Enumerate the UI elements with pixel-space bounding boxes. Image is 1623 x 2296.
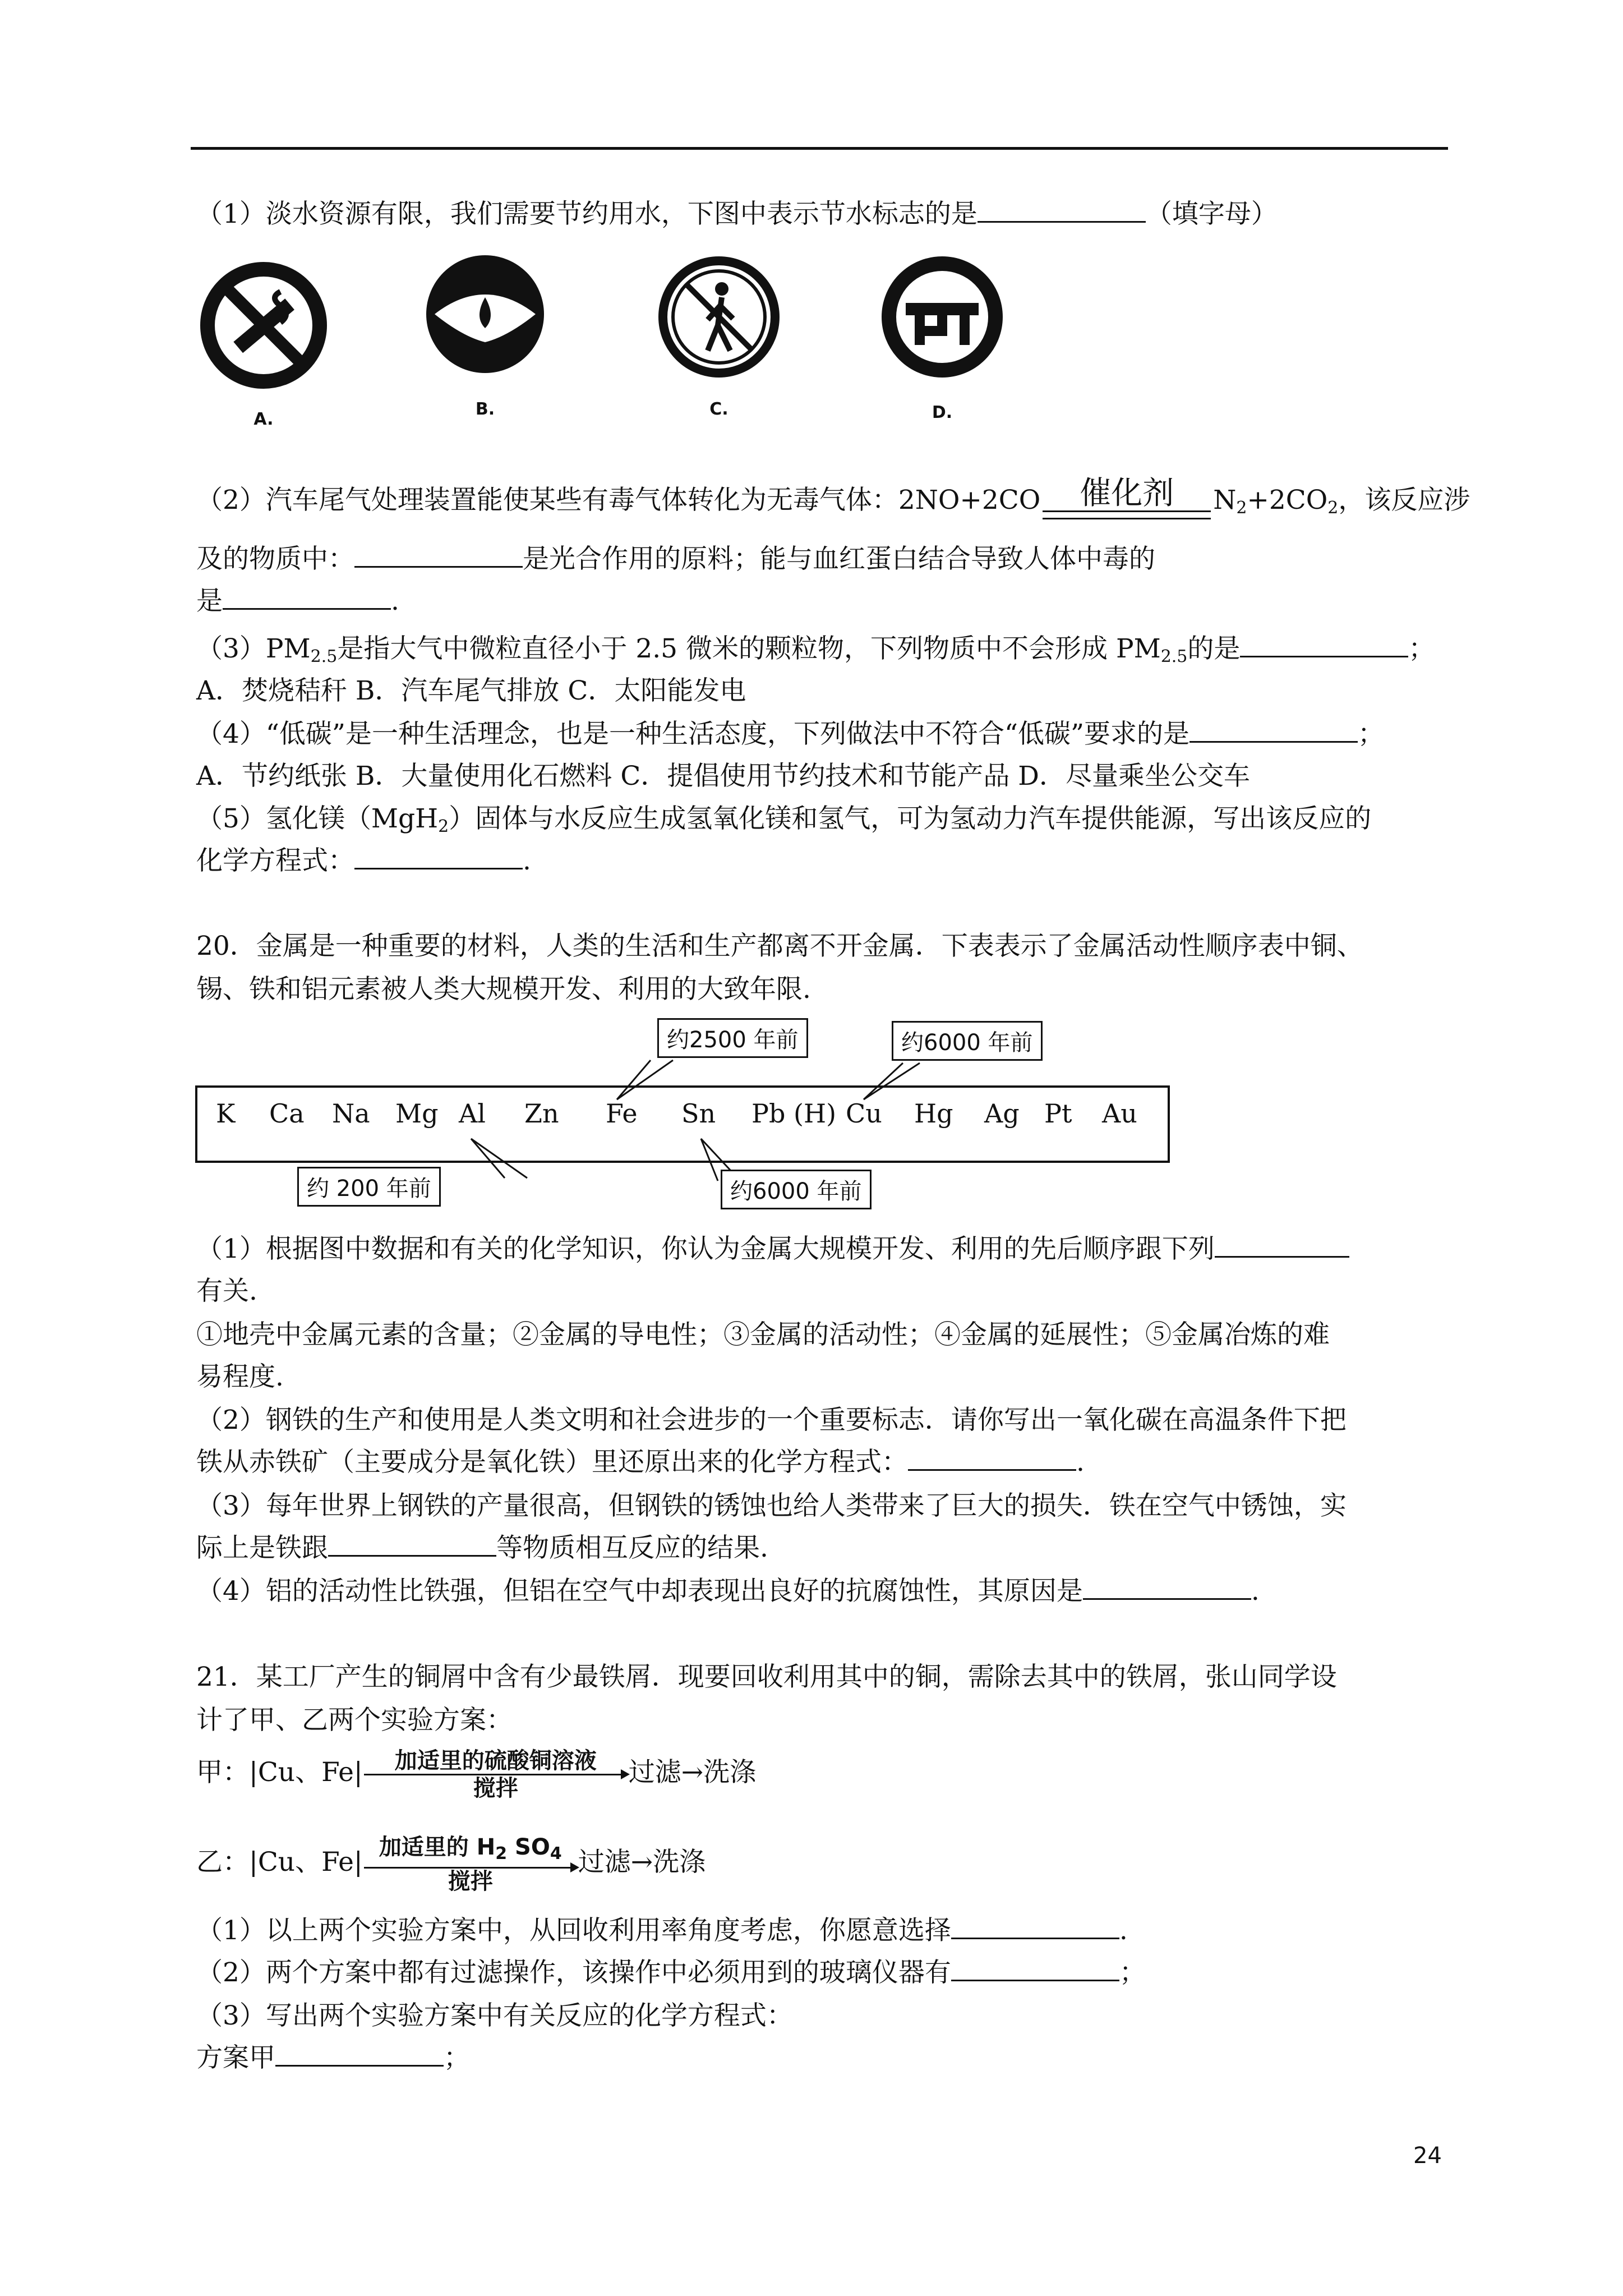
q19-part4: （4）“低碳”是一种生活理念，也是一种生活态度，下列做法中不符合“低碳”要求的是 ； xyxy=(196,716,1384,752)
q19-part3: $(3)PM_{2.5}$是指大气中微粒直径小于 2.5 微米的颗粒物，下列物质中不会形成 $PM_{2.5}$的是 ； xyxy=(196,631,1435,675)
sign-option-a[interactable]: A. xyxy=(196,252,331,443)
reaction-arrow-yi: 加适里的 $H_2$ $SO_4$ 搅拌 xyxy=(364,1834,577,1894)
metal-pt: Pt xyxy=(1044,1098,1072,1129)
metal-ag: Ag xyxy=(984,1098,1020,1129)
q21-intro-line2: 计了甲、乙两个实验方案： xyxy=(196,1705,513,1736)
metal-mg: Mg xyxy=(395,1098,439,1129)
metal-activity-series-diagram xyxy=(191,1015,1211,1228)
q20-part3-line1: （3）每年世界上钢铁的产量很高，但钢铁的锈蚀也给人类带来了巨大的损失．铁在空气中锈蚀，实 xyxy=(196,1490,1347,1521)
q20-options-line1: ①地壳中金属元素的含量；②金属的导电性；③金属的活动性；④金属的延展性；⑤金属冶炼的难 xyxy=(196,1319,1330,1350)
answer-blank[interactable] xyxy=(978,196,1146,223)
metal-k: K xyxy=(216,1098,236,1129)
metal-cu: Cu xyxy=(846,1098,882,1129)
q19-part2-line2: 及的物质中： 是光合作用的原料；能与血红蛋白结合导致人体中毒的 xyxy=(196,541,1155,577)
q20-intro-line2: 锡、铁和铝元素被人类大规模开发、利用的大致年限. xyxy=(196,974,811,1005)
answer-blank[interactable] xyxy=(908,1444,1076,1471)
q19-part2-line3: 是 . xyxy=(196,583,399,619)
metal-fe: Fe xyxy=(606,1098,638,1129)
q21-plan-yi: 乙：|Cu、Fe| 加适里的 $H_2$ $SO_4$ 搅拌 过滤→洗涤 xyxy=(196,1834,706,1894)
answer-blank[interactable] xyxy=(951,1913,1119,1939)
answer-blank[interactable] xyxy=(328,1530,496,1557)
water-sign-options xyxy=(196,252,1038,443)
no-pedestrian-icon xyxy=(652,252,786,398)
answer-blank[interactable] xyxy=(354,541,523,568)
catalyst-equals-sign: 催化剂 xyxy=(1043,477,1211,526)
answer-blank[interactable] xyxy=(223,583,391,610)
q20-intro-line1: 20．金属是一种重要的材料，人类的生活和生产都离不开金属．下表表示了金属活动性顺序表中铜、 xyxy=(196,931,1363,961)
q19-part4-options: A．节约纸张 B．大量使用化石燃料 C．提倡使用节约技术和节能产品 D．尽量乘坐公交车 xyxy=(196,761,1250,792)
q21-intro-line1: 21．某工厂产生的铜屑中含有少最铁屑．现要回收利用其中的铜，需除去其中的铁屑，张山同学设 xyxy=(196,1662,1337,1692)
q19-part5-line2: 化学方程式： . xyxy=(196,843,531,879)
q19-part3-options: A．焚烧秸秆 B．汽车尾气排放 C．太阳能发电 xyxy=(196,675,746,706)
q20-part1-line1: （1）根据图中数据和有关的化学知识，你认为金属大规模开发、利用的先后顺序跟下列 xyxy=(196,1231,1349,1267)
header-rule xyxy=(191,147,1448,150)
sign-option-b[interactable]: B. xyxy=(418,252,552,443)
callout-cu: 约6000 年前 xyxy=(892,1021,1043,1061)
q20-part2-line2: 铁从赤铁矿（主要成分是氧化铁）里还原出来的化学方程式： . xyxy=(196,1444,1085,1480)
q20-part2-line1: （2）钢铁的生产和使用是人类文明和社会进步的一个重要标志．请你写出一氧化碳在高温条件下把 xyxy=(196,1405,1347,1435)
metal-zn: Zn xyxy=(524,1098,559,1129)
reaction-arrow-jia: 加适里的硫酸铜溶液 搅拌 xyxy=(364,1748,628,1801)
q21-part1: （1）以上两个实验方案中，从回收利用率角度考虑，你愿意选择 . xyxy=(196,1913,1128,1949)
answer-blank[interactable] xyxy=(1083,1573,1251,1600)
answer-blank[interactable] xyxy=(1189,716,1358,743)
q19-part5-line1: （5）氢化镁（MgH$_2$）固体与水反应生成氢氧化镁和氢气，可为氢动力汽车提供能源，写出该反应的 xyxy=(196,803,1372,836)
q19-part1: （1）淡水资源有限，我们需要节约用水，下图中表示节水标志的是 （填字母） xyxy=(196,196,1278,232)
metal-ca: Ca xyxy=(269,1098,305,1129)
callout-al: 约 200 年前 xyxy=(297,1167,441,1207)
answer-blank[interactable] xyxy=(275,2040,444,2067)
q20-part4: （4）铝的活动性比铁强，但铝在空气中却表现出良好的抗腐蚀性，其原因是 . xyxy=(196,1573,1260,1609)
metal-au: Au xyxy=(1102,1098,1137,1129)
sign-option-d[interactable]: D. xyxy=(875,252,1009,443)
q20-part1-line2: 有关. xyxy=(196,1276,257,1306)
metal-hg: Hg xyxy=(914,1098,953,1129)
metal-pb-h: Pb (H) xyxy=(751,1098,837,1129)
q21-part3: （3）写出两个实验方案中有关反应的化学方程式： xyxy=(196,2000,793,2031)
answer-blank[interactable] xyxy=(1240,631,1408,657)
answer-blank[interactable] xyxy=(354,843,523,869)
metal-na: Na xyxy=(332,1098,370,1129)
answer-blank[interactable] xyxy=(951,1955,1119,1981)
callout-sn: 约6000 年前 xyxy=(721,1170,872,1209)
no-smoking-icon xyxy=(196,252,331,398)
metal-al: Al xyxy=(459,1098,486,1129)
water-saving-icon xyxy=(418,252,552,398)
q21-part2: （2）两个方案中都有过滤操作，该操作中必须用到的玻璃仪器有 ； xyxy=(196,1955,1146,1991)
answer-blank[interactable] xyxy=(1215,1231,1349,1258)
q20-options-line2: 易程度. xyxy=(196,1361,284,1392)
q20-part3-line2: 际上是铁跟 等物质相互反应的结果. xyxy=(196,1530,768,1566)
page-number: 24 xyxy=(1413,2143,1442,2169)
sign-option-c[interactable]: C. xyxy=(652,252,786,443)
metal-sn: Sn xyxy=(681,1098,716,1129)
q21-plan-jia: 甲：|Cu、Fe| 加适里的硫酸铜溶液 搅拌 过滤→洗涤 xyxy=(196,1747,757,1801)
callout-fe: 约2500 年前 xyxy=(657,1018,808,1058)
recycling-symbol-icon xyxy=(875,252,1009,398)
q19-part2-line1: （2）汽车尾气处理装置能使某些有毒气体转化为无毒气体：2NO+2CO 催化剂 $N_2+2CO_2$，该反应涉 xyxy=(196,477,1470,526)
q21-plan-jia-equation: 方案甲 ； xyxy=(196,2040,470,2076)
